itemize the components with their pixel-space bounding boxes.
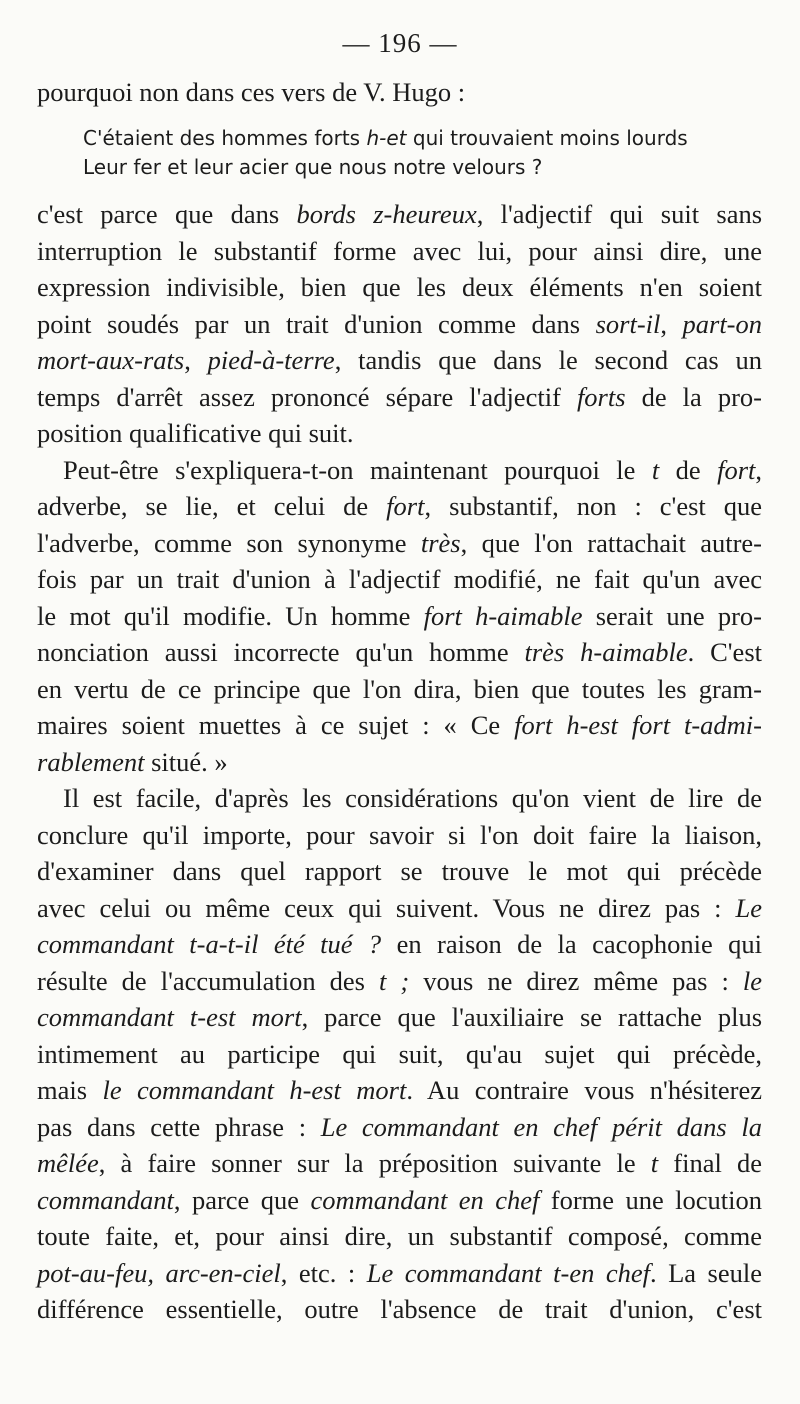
text-run: Leur fer et leur acier que nous notre velours ?: [83, 155, 543, 179]
text-line: [37, 1145, 762, 1182]
italic-run: h-et: [366, 126, 407, 150]
text-line: [37, 269, 762, 306]
text-run: , etc. :: [280, 1257, 367, 1288]
italic-run: commandant en chef: [310, 1184, 540, 1215]
italic-run: commandant t-est mort: [37, 1002, 302, 1032]
text-run: situé. »: [144, 746, 228, 777]
text-run: position qualificative qui suit.: [37, 418, 354, 448]
italic-run: mort-aux-rats: [37, 345, 185, 375]
body-text: [37, 196, 762, 1328]
text-line: [37, 671, 762, 708]
text-line: [37, 1036, 762, 1073]
italic-run: pot-au-feu, arc-en-ciel: [37, 1257, 281, 1288]
text-run: intimement au participe qui suit, qu'au sujet qui précède,: [37, 1038, 762, 1069]
verse-line: [83, 153, 723, 182]
text-run: C'étaient des hommes forts: [83, 126, 367, 150]
text-line: [37, 744, 762, 781]
text-line: [37, 963, 762, 1000]
intro-paragraph: [37, 74, 762, 111]
text-run: , parce que: [173, 1184, 311, 1215]
italic-run: commandant: [37, 1184, 174, 1215]
text-run: d'examiner dans quel rapport se trouve le mot qui précède: [37, 856, 762, 886]
text-run: . C'est: [687, 637, 762, 667]
italic-run: fort h-est fort t-admi-: [514, 710, 762, 740]
italic-run: forts: [576, 381, 626, 412]
text-run: Peut-être s'expliquera-t-on maintenant pourquoi le: [63, 454, 652, 485]
text-line: [37, 1109, 762, 1146]
text-run: maires soient muettes à ce sujet : « Ce: [37, 710, 515, 740]
italic-run: Le commandant en chef périt dans la: [320, 1111, 762, 1142]
italic-run: sort-il: [595, 308, 661, 339]
text-run: fois par un trait d'union à l'adjectif modifié, ne fait qu'un avec: [37, 564, 762, 594]
text-run: qui trouvaient moins lourds: [406, 126, 688, 150]
italic-run: le: [742, 965, 763, 996]
text-run: conclure qu'il importe, pour savoir si l'on doit faire la liaison,: [37, 819, 762, 850]
verse-line: [83, 124, 723, 153]
text-run: , à faire sonner sur la préposition suivante le: [98, 1148, 651, 1178]
text-run: forme une locution: [539, 1184, 763, 1215]
italic-run: fort: [386, 491, 425, 521]
text-run: en raison de la cacophonie qui: [381, 929, 763, 959]
text-run: , parce que l'auxiliaire se rattache plus: [301, 1002, 763, 1032]
text-run: le mot qu'il modifie. Un homme: [37, 600, 424, 631]
italic-run: Le commandant t-en chef: [366, 1257, 650, 1288]
text-line: pourquoi non dans ces vers de V. Hugo :: [37, 77, 466, 107]
text-line: [37, 1255, 762, 1292]
text-run: résulte de l'accumulation des: [37, 965, 379, 996]
text-run: ,: [755, 454, 762, 485]
text-run: , que l'on rattachait autre-: [460, 527, 762, 558]
text-run: interruption le substantif forme avec lui, pour ainsi dire, une: [37, 235, 762, 266]
page-number: — 196 —: [342, 28, 458, 58]
text-run: , tandis que dans le second cas un: [334, 345, 763, 375]
text-run: , l'adjectif qui suit sans: [476, 199, 763, 229]
text-run: point soudés par un trait d'union comme dans: [37, 308, 596, 339]
text-line: [37, 1182, 762, 1219]
text-run: pas dans cette phrase :: [37, 1111, 321, 1142]
text-line: [37, 634, 762, 671]
text-run: mais: [37, 1075, 103, 1105]
text-line: [37, 488, 762, 525]
text-line: [37, 306, 762, 343]
italic-run: rablement: [37, 746, 145, 777]
text-line: [37, 525, 762, 562]
text-line: [37, 853, 762, 890]
text-run: adverbe, se lie, et celui de: [37, 491, 387, 521]
italic-run: fort h-aimable: [423, 600, 583, 631]
italic-run: t: [651, 454, 660, 485]
text-line: [37, 780, 762, 817]
verse-quotation: [83, 124, 723, 182]
text-run: de la pro-: [625, 381, 762, 412]
text-run: l'adverbe, comme son synonyme: [37, 527, 421, 558]
text-line: [37, 817, 762, 854]
text-line: [37, 598, 762, 635]
text-run: . Au contraire vous n'hésiterez: [406, 1075, 762, 1105]
text-run: , substantif, non : c'est que: [424, 491, 762, 521]
text-run: expression indivisible, bien que les deux éléments n'en soient: [37, 272, 762, 302]
text-run: serait une pro-: [582, 600, 762, 631]
italic-run: commandant t-a-t-il été tué ?: [37, 929, 382, 959]
text-line: [37, 707, 762, 744]
text-run: Il est facile, d'après les considérations qu'on vient de lire de: [63, 783, 762, 813]
text-line: [37, 452, 762, 489]
text-line: [37, 233, 762, 270]
text-run: nonciation aussi incorrecte qu'un homme: [37, 637, 525, 667]
italic-run: très h-aimable: [524, 637, 688, 667]
text-run: vous ne direz même pas :: [409, 965, 743, 996]
italic-run: Le: [735, 892, 762, 923]
text-line: [37, 999, 762, 1036]
text-run: avec celui ou même ceux qui suivent. Vous ne direz pas :: [37, 892, 736, 923]
text-run: de: [659, 454, 718, 485]
italic-run: t ;: [378, 965, 410, 996]
text-run: temps d'arrêt assez prononcé sépare l'adjectif: [37, 381, 577, 412]
italic-run: très: [420, 527, 461, 558]
text-line: [37, 1218, 762, 1255]
text-line: [37, 561, 762, 598]
text-run: en vertu de ce principe que l'on dira, bien que toutes les gram-: [37, 673, 762, 704]
text-line: [37, 415, 762, 452]
italic-run: t: [650, 1148, 659, 1178]
text-run: toute faite, et, pour ainsi dire, un substantif composé, comme: [37, 1221, 762, 1251]
italic-run: part-on: [682, 308, 762, 339]
text-line: [37, 926, 762, 963]
text-line: [37, 342, 762, 379]
text-run: ,: [660, 308, 683, 339]
text-line: [37, 1291, 762, 1328]
italic-run: bords z-heureux: [296, 199, 477, 229]
italic-run: fort: [717, 454, 756, 485]
text-line: [37, 379, 762, 416]
text-run: ,: [184, 345, 208, 375]
text-line: [37, 196, 762, 233]
italic-run: mêlée: [37, 1148, 99, 1178]
text-line: [37, 890, 762, 927]
text-run: c'est parce que dans: [37, 199, 297, 229]
text-line: [37, 1072, 762, 1109]
text-run: . La seule: [649, 1257, 762, 1288]
italic-run: pied-à-terre: [207, 345, 335, 375]
text-run: final de: [658, 1148, 762, 1178]
text-run: différence essentielle, outre l'absence de trait d'union, c'est: [37, 1294, 762, 1324]
italic-run: le commandant h-est mort: [102, 1075, 407, 1105]
